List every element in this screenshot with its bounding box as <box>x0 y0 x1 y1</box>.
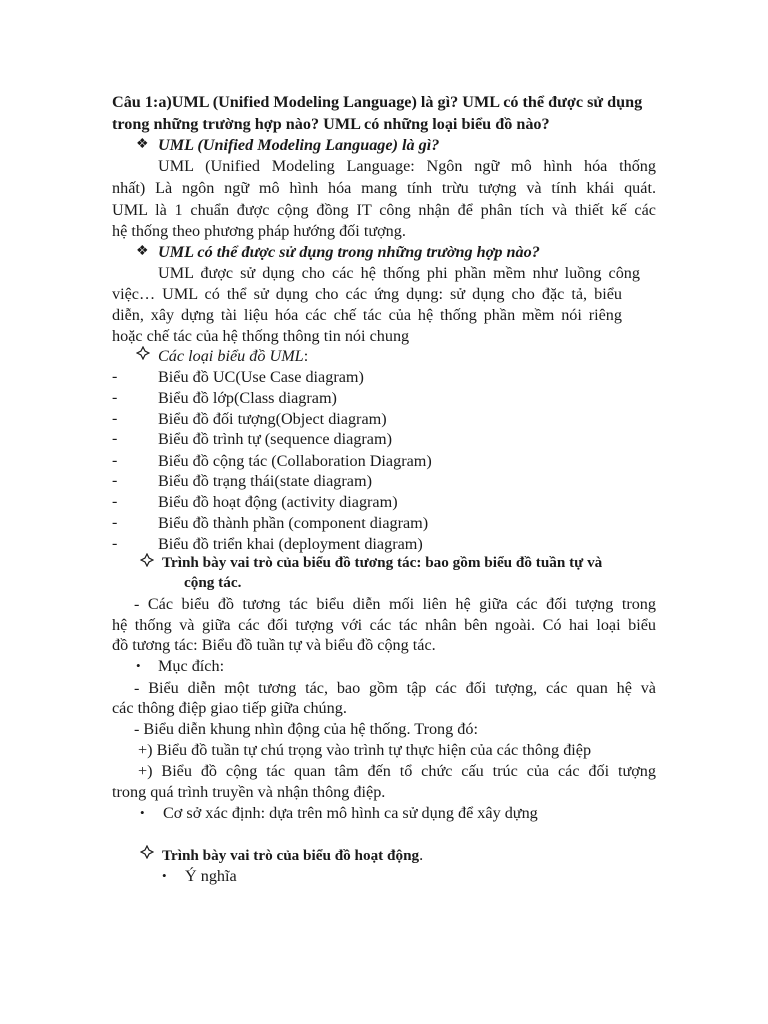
dash-bullet: - <box>112 535 118 552</box>
list-item: Biểu đồ UC(Use Case diagram) <box>158 368 364 386</box>
diamond-outline-bullet-icon <box>140 845 154 865</box>
diamond-bullet-icon: ❖ <box>136 137 149 152</box>
diamond-outline-bullet-icon <box>136 346 150 366</box>
paragraph-line: +) Biểu đồ cộng tác quan tâm đến tổ chức cấu trúc của các đối tượng <box>138 762 656 780</box>
section-heading-interaction-role-cont: cộng tác. <box>184 574 242 591</box>
diamond-outline-bullet-icon <box>140 553 154 573</box>
list-item: Biểu đồ trình tự (sequence diagram) <box>158 430 392 448</box>
paragraph-line: - Các biểu đồ tương tác biểu diễn mối liên hệ giữa các đối tượng trong <box>134 595 656 613</box>
round-bullet: • <box>162 868 167 883</box>
paragraph-line: - Biểu diễn khung nhìn động của hệ thống. Trong đó: <box>134 720 478 738</box>
dash-bullet: - <box>112 452 118 469</box>
paragraph-line: việc… UML có thể sử dụng cho các ứng dụng: sử dụng cho đặc tả, biểu <box>112 285 622 303</box>
diamond-bullet-icon: ❖ <box>136 244 149 259</box>
paragraph-line: hệ thống theo phương pháp hướng đối tượng. <box>112 222 406 240</box>
paragraph-line: hệ thống và giữa các đối tượng với các tác nhân bên ngoài. Có hai loại biểu <box>112 616 656 634</box>
dash-bullet: - <box>112 410 118 427</box>
dash-bullet: - <box>112 389 118 406</box>
section-heading-activity-role <box>162 845 423 866</box>
list-item: Biểu đồ cộng tác (Collaboration Diagram) <box>158 452 432 470</box>
list-item: Biểu đồ đối tượng(Object diagram) <box>158 410 387 428</box>
list-item: Biểu đồ thành phần (component diagram) <box>158 514 429 532</box>
paragraph-line: trong quá trình truyền và nhận thông điệp. <box>112 783 386 801</box>
section-heading-activity-role-text: Trình bày vai trò của biểu đồ hoạt động <box>162 847 420 864</box>
purpose-label: Mục đích: <box>158 657 225 675</box>
round-bullet: • <box>140 805 145 820</box>
round-bullet: • <box>136 658 141 673</box>
dash-bullet: - <box>112 430 118 447</box>
list-item: Biểu đồ trạng thái(state diagram) <box>158 472 372 490</box>
question-title-line-2: trong những trường hợp nào? UML có những loại biểu đồ nào? <box>112 115 550 133</box>
basis-text: Cơ sở xác định: dựa trên mô hình ca sử dụng để xây dựng <box>163 804 538 822</box>
list-item: Biểu đồ lớp(Class diagram) <box>158 389 337 407</box>
paragraph-line: UML là 1 chuẩn được cộng đồng IT công nhận để phân tích và thiết kế các <box>112 201 656 219</box>
dash-bullet: - <box>112 472 118 489</box>
paragraph-line: +) Biểu đồ tuần tự chú trọng vào trình tự thực hiện của các thông điệp <box>138 741 592 759</box>
section-heading-diagram-types-text: Các loại biểu đồ UML <box>158 347 304 365</box>
heading-period: . <box>419 846 424 864</box>
paragraph-line: diễn, xây dựng tài liệu hóa các chế tác của hệ thống phần mềm nói riêng <box>112 306 622 324</box>
paragraph-line: hoặc chế tác của hệ thống thông tin nói chung <box>112 327 410 345</box>
dash-bullet: - <box>112 368 118 385</box>
paragraph-line: - Biểu diễn một tương tác, bao gồm tập các đối tượng, các quan hệ và <box>134 679 656 697</box>
question-title-line-1: Câu 1:a)UML (Unified Modeling Language) là gì? UML có thể được sử dụng <box>112 93 643 111</box>
paragraph-line: các thông điệp giao tiếp giữa chúng. <box>112 699 347 717</box>
section-heading-what-is-uml: UML (Unified Modeling Language) là gì? <box>158 136 440 154</box>
section-heading-interaction-role: Trình bày vai trò của biểu đồ tương tác: bao gồm biểu đồ tuần tự và <box>162 554 603 571</box>
list-item: Biểu đồ hoạt động (activity diagram) <box>158 493 398 511</box>
list-item: Biểu đồ triển khai (deployment diagram) <box>158 535 423 553</box>
heading-colon: : <box>303 347 309 365</box>
paragraph-line: đồ tương tác: Biểu đồ tuần tự và biểu đồ cộng tác. <box>112 636 436 654</box>
meaning-label: Ý nghĩa <box>185 867 237 885</box>
paragraph-line: nhất) Là ngôn ngữ mô hình hóa mang tính trừu tượng và tính khái quát. <box>112 179 656 197</box>
paragraph-line: UML (Unified Modeling Language: Ngôn ngữ mô hình hóa thống <box>158 157 656 175</box>
section-heading-usage: UML có thể được sử dụng trong những trường hợp nào? <box>158 243 540 261</box>
section-heading-diagram-types <box>158 346 308 366</box>
dash-bullet: - <box>112 514 118 531</box>
paragraph-line: UML được sử dụng cho các hệ thống phi phần mềm như luồng công <box>158 264 640 282</box>
dash-bullet: - <box>112 493 118 510</box>
